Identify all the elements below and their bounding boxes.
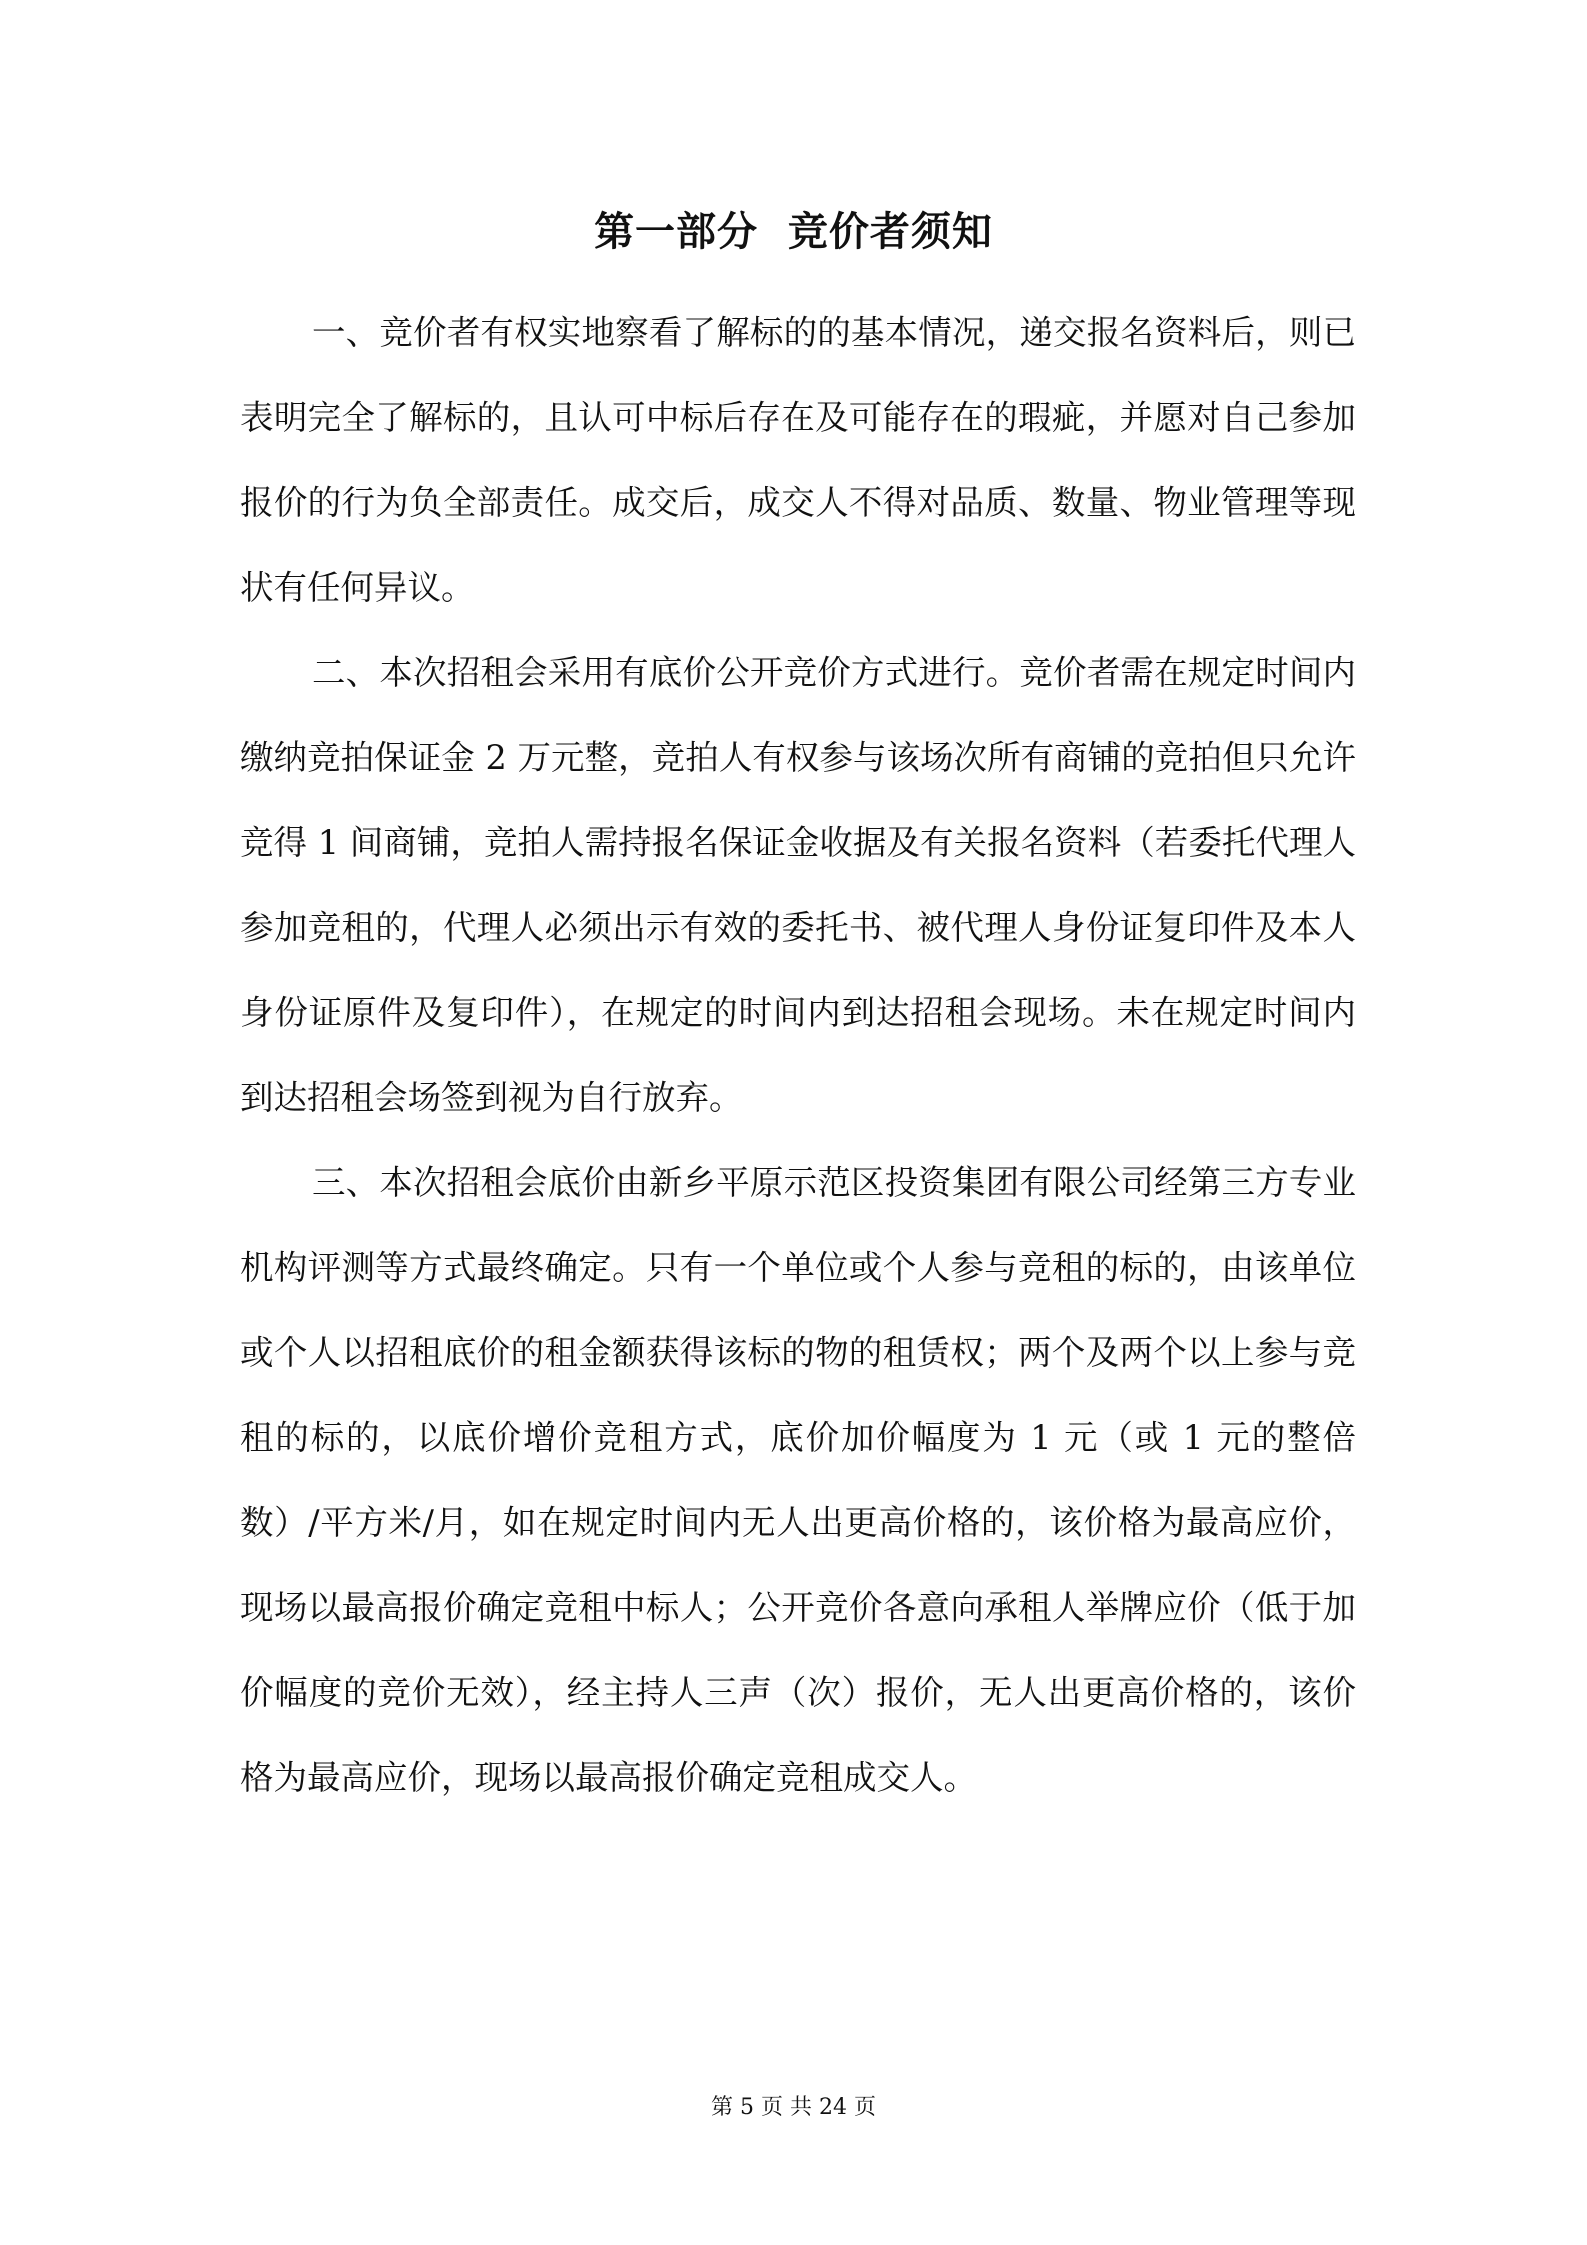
- document-body: [240, 290, 1356, 1820]
- paragraph-3: 三、本次招租会底价由新乡平原示范区投资集团有限公司经第三方专业机构评测等方式最终确定。只有一个单位或个人参与竞租的标的，由该单位或个人以招租底价的租金额获得该标的物的租赁权；两个及两个以上参与竞租的标的，以底价增价竞租方式，底价加价幅度为 1 元（或 1 元的整倍数）/平方米/月，如在规定时间内无人出更高价格的，该价格为最高应价，现场以最高报价确定竞租中标人；公开竞价各意向承租人举牌应价（低于加价幅度的竞价无效），经主持人三声（次）报价，无人出更高价格的，该价格为最高应价，现场以最高报价确定竞租成交人。: [240, 1163, 1356, 1797]
- page-number-footer: 第 5 页 共 24 页: [711, 2095, 876, 2120]
- section-title: 第一部分 竞价者须知: [594, 208, 993, 255]
- paragraph-1: 一、竞价者有权实地察看了解标的的基本情况，递交报名资料后，则已表明完全了解标的，且认可中标后存在及可能存在的瑕疵，并愿对自己参加报价的行为负全部责任。成交后，成交人不得对品质、数量、物业管理等现状有任何异议。: [240, 313, 1356, 607]
- paragraph-2: 二、本次招租会采用有底价公开竞价方式进行。竞价者需在规定时间内缴纳竞拍保证金 2 万元整，竞拍人有权参与该场次所有商铺的竞拍但只允许竞得 1 间商铺，竞拍人需持报名保证金收据及有关报名资料（若委托代理人参加竞租的，代理人必须出示有效的委托书、被代理人身份证复印件及本人身份证原件及复印件），在规定的时间内到达招租会现场。未在规定时间内到达招租会场签到视为自行放弃。: [240, 653, 1356, 1117]
